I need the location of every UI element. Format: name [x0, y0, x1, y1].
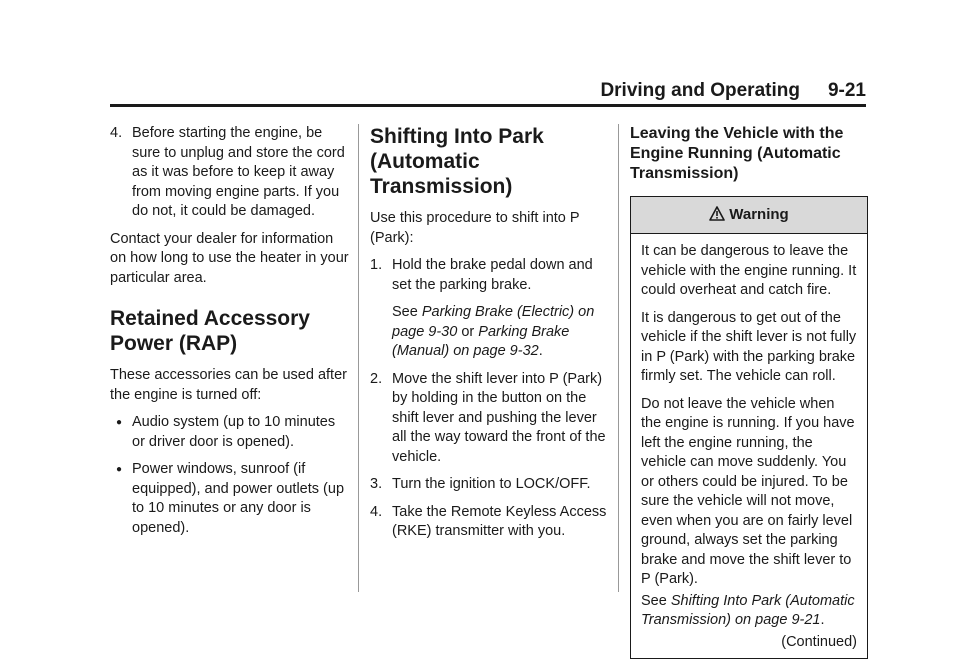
list-item — [370, 475, 610, 495]
item-text: Hold the brake pedal down and set the parking brake. — [392, 257, 593, 293]
item-text: Take the Remote Keyless Access (RKE) transmitter with you. — [392, 503, 607, 539]
warning-paragraph: It can be dangerous to leave the vehicle with the engine running. It could overheat and catch fire. — [641, 243, 857, 298]
list-item — [370, 503, 610, 542]
section-heading-leaving: Leaving the Vehicle with the Engine Running (Automatic Transmission) — [630, 125, 844, 182]
bullet-icon: ● — [116, 464, 123, 475]
list-item — [110, 124, 350, 222]
continued-label: (Continued) — [781, 633, 857, 650]
column-divider — [358, 124, 359, 592]
item-number: 2. — [370, 370, 383, 387]
item-text: Turn the ignition to LOCK/OFF. — [392, 476, 591, 492]
item-text: Before starting the engine, be sure to unplug and store the cord as it was before to keep it away from moving engine parts. If you do not, it could be damaged. — [132, 125, 345, 219]
warning-label: Warning — [729, 206, 789, 223]
item-text: Move the shift lever into P (Park) by holding in the button on the shift lever and pushing the lever all the way toward the front of the vehicle. — [392, 370, 606, 465]
section-title: Driving and Operating — [600, 80, 800, 101]
paragraph: Use this procedure to shift into P (Park): — [370, 210, 580, 246]
section-heading-shifting: Shifting Into Park (Automatic Transmission) — [370, 125, 544, 198]
list-item — [370, 256, 610, 295]
paragraph: These accessories can be used after the engine is turned off: — [110, 367, 347, 403]
page-number: 9-21 — [827, 80, 866, 101]
reference-link[interactable]: Parking Brake (Manual) on page 9-32 — [392, 323, 570, 359]
header-rule — [110, 104, 866, 107]
cross-reference: See Parking Brake (Electric) on page 9-30 or Parking Brake (Manual) on page 9-32. — [392, 304, 595, 359]
bullet-item — [110, 413, 350, 452]
column-middle — [370, 124, 610, 550]
bullet-item — [110, 460, 350, 538]
warning-paragraph: It is dangerous to get out of the vehicle if the shift lever is not fully in P (Park) with the parking brake firmly set. The vehicle can roll. — [641, 309, 857, 384]
item-number: 1. — [370, 257, 383, 273]
warning-header — [631, 197, 867, 234]
page-header — [110, 78, 866, 104]
bullet-text: Audio system (up to 10 minutes or driver door is opened). — [132, 414, 336, 450]
warning-icon — [709, 206, 725, 221]
item-number: 3. — [370, 476, 383, 492]
column-left — [110, 124, 350, 546]
item-number: 4. — [370, 503, 383, 520]
cross-reference: See Shifting Into Park (Automatic Transmission) on page 9-21. — [641, 592, 855, 628]
warning-paragraph: Do not leave the vehicle when the engine is running. If you have left the engine running, the vehicle can move suddenly. You or others could be injured. To be sure the vehicle will not move, even when you are on fairly level ground, always set the parking brake and move the shift lever to P (Park). — [641, 395, 855, 587]
paragraph: Contact your dealer for information on how long to use the heater in your particular area. — [110, 230, 349, 286]
warning-box — [630, 196, 868, 659]
warning-body — [631, 234, 867, 658]
reference-link[interactable]: Shifting Into Park (Automatic Transmission) on page 9-21 — [641, 592, 855, 628]
item-number: 4. — [110, 125, 123, 141]
column-divider — [618, 124, 619, 592]
section-heading-rap: Retained Accessory Power (RAP) — [110, 307, 310, 355]
bullet-icon: ● — [116, 417, 123, 428]
reference-link[interactable]: Parking Brake (Electric) on page 9-30 — [392, 304, 595, 340]
bullet-text: Power windows, sunroof (if equipped), and power outlets (up to 10 minutes or any door is opened). — [132, 461, 345, 536]
column-right — [630, 124, 868, 659]
list-item — [370, 370, 610, 468]
